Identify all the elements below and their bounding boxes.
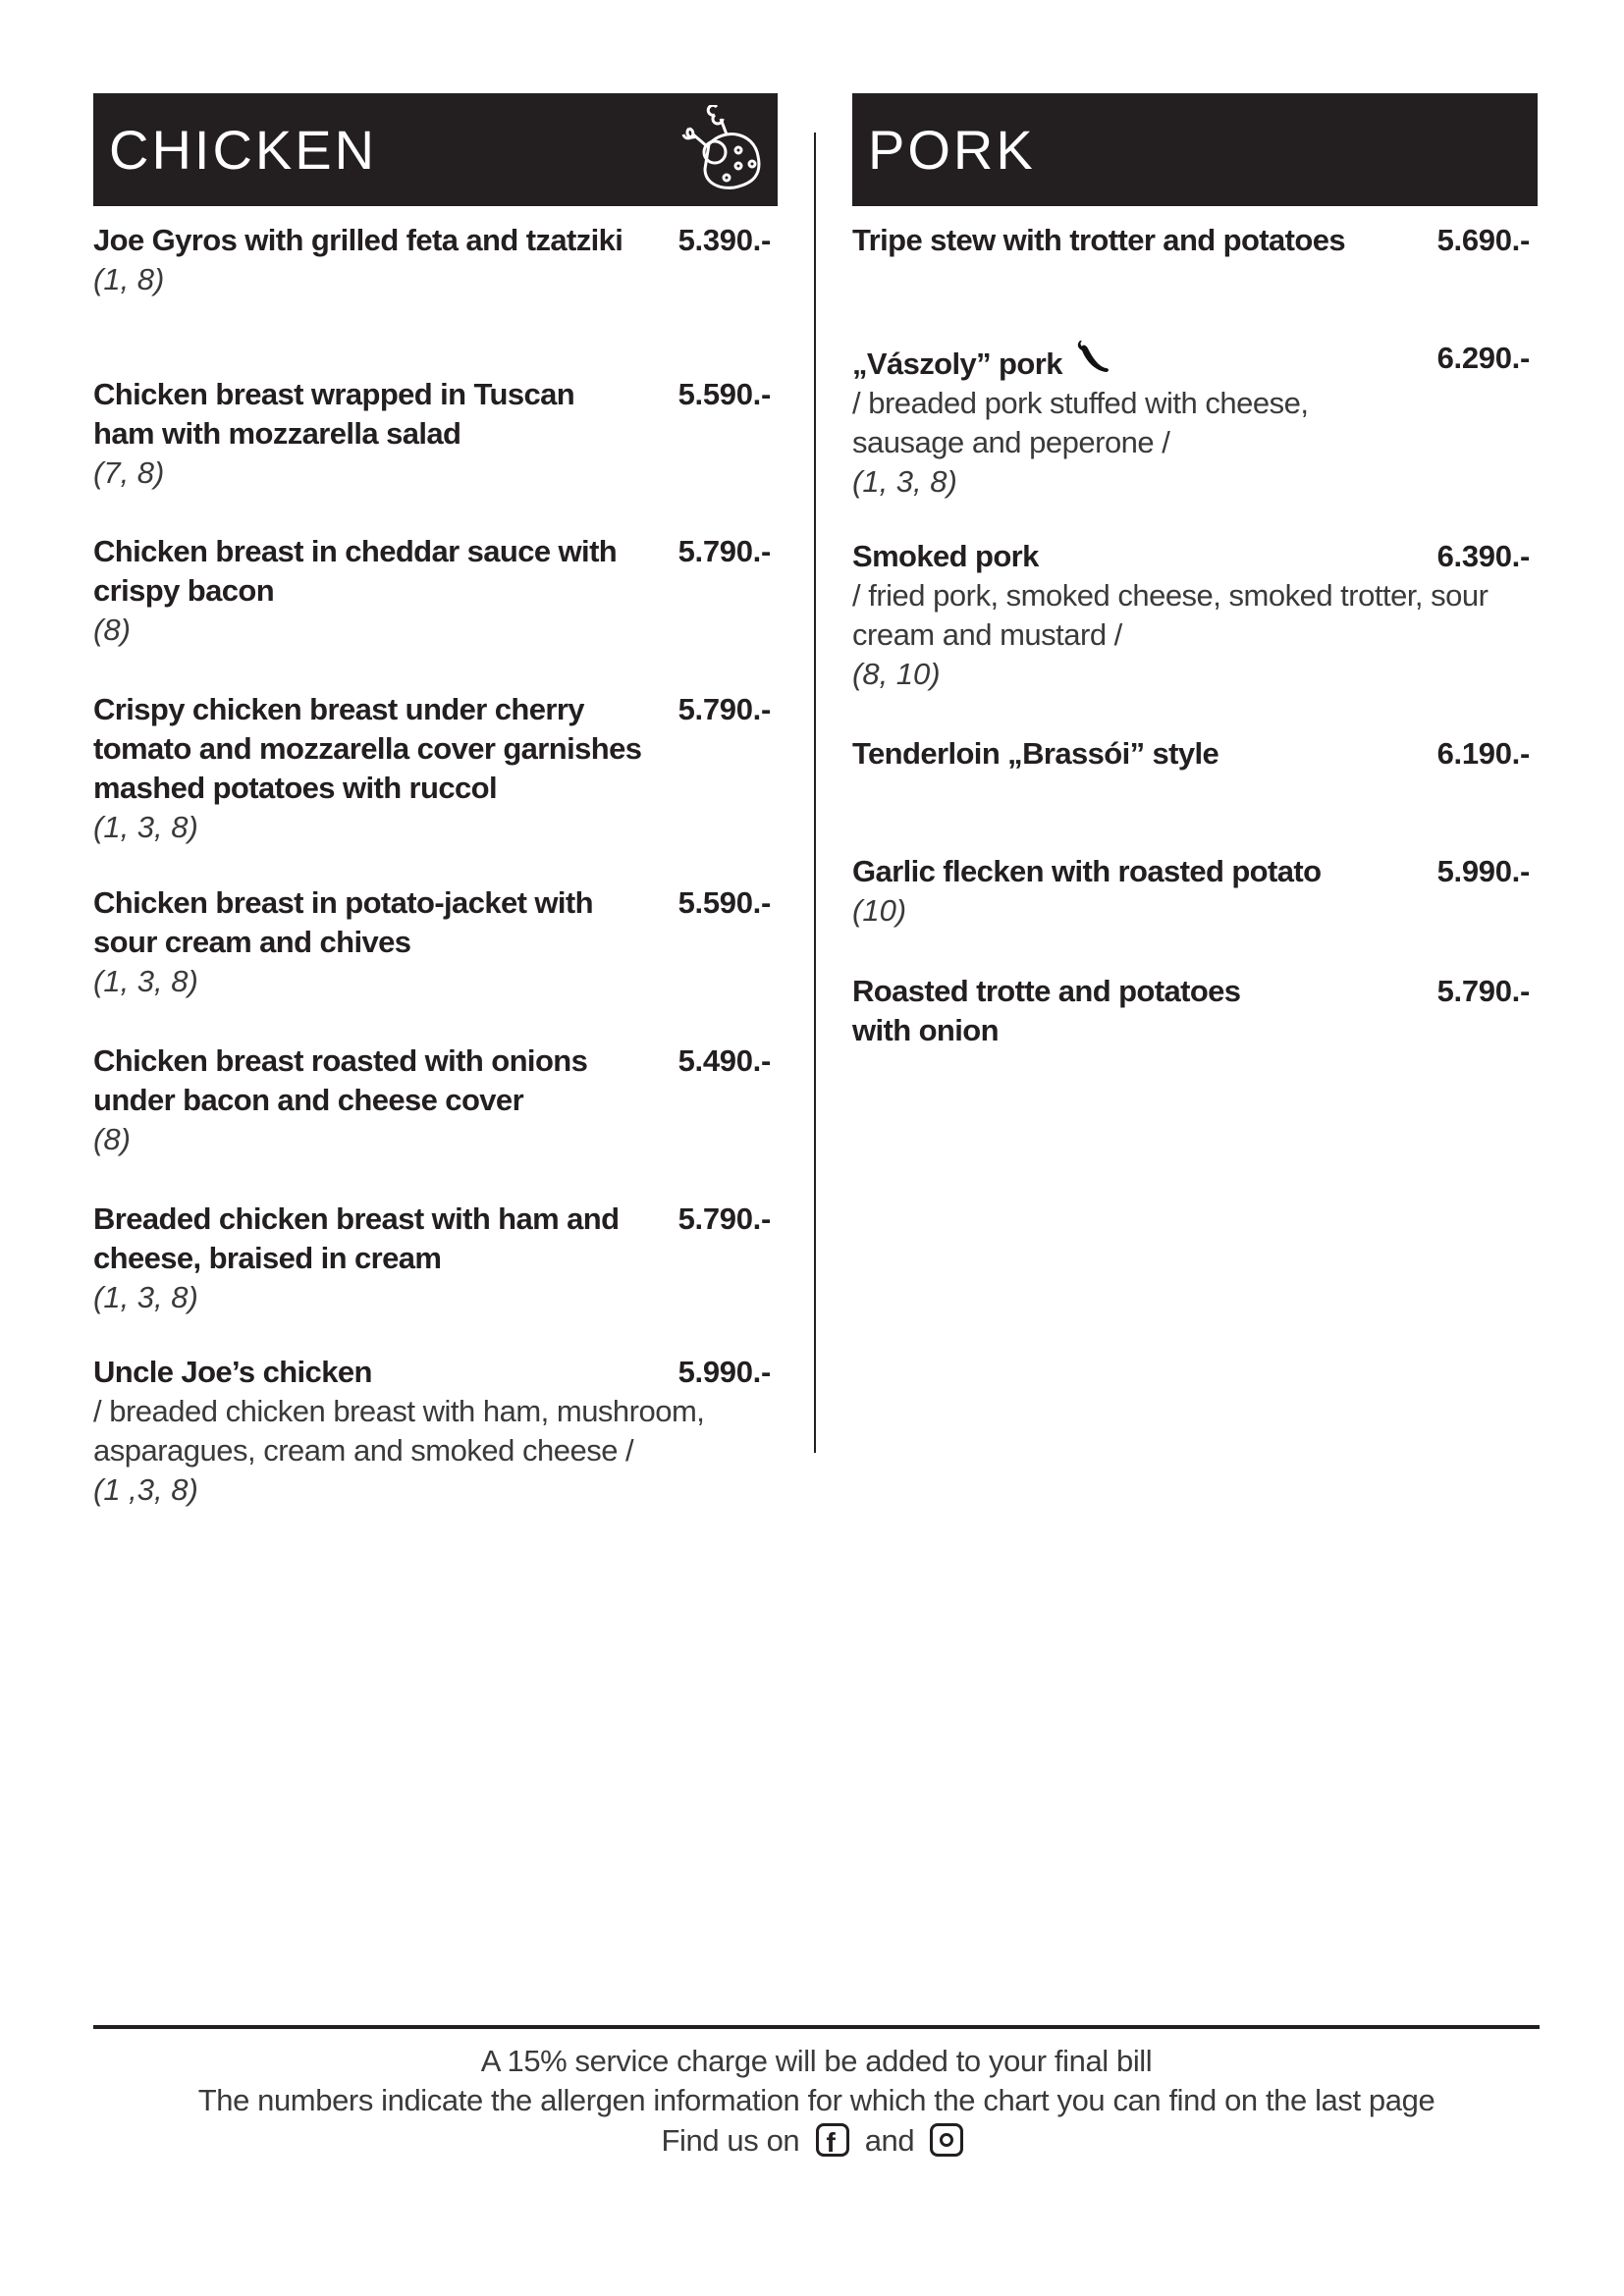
item-price: 5.990.- xyxy=(1436,854,1530,888)
item-allergens: (1 ,3, 8) xyxy=(93,1472,198,1507)
chicken-title: CHICKEN xyxy=(109,119,378,181)
item-description: / breaded chicken breast with ham, mushroom, asparagues, cream and smoked cheese / xyxy=(93,1394,705,1468)
item-name: Uncle Joe’s chicken xyxy=(93,1355,372,1389)
item-price: 5.790.- xyxy=(1436,974,1530,1008)
menu-item xyxy=(93,1041,771,1159)
item-description: / breaded pork stuffed with cheese, sausage and peperone / xyxy=(852,386,1309,459)
item-price: 5.590.- xyxy=(677,885,771,920)
item-price: 5.390.- xyxy=(677,223,771,257)
item-price: 5.790.- xyxy=(677,1201,771,1236)
item-name: Breaded chicken breast with ham and cheese, braised in cream xyxy=(93,1201,620,1275)
item-allergens: (1, 3, 8) xyxy=(93,810,198,844)
and-text: and xyxy=(864,2123,915,2158)
find-us-text: Find us on xyxy=(661,2123,800,2158)
item-allergens: (1, 3, 8) xyxy=(852,464,957,499)
menu-item xyxy=(852,734,1530,774)
pork-section-header xyxy=(852,93,1538,206)
item-name: Tenderloin „Brassói” style xyxy=(852,736,1219,771)
menu-item xyxy=(93,375,771,493)
social-line xyxy=(93,2121,1540,2161)
item-price: 5.790.- xyxy=(677,692,771,726)
item-description: / fried pork, smoked cheese, smoked trotter, sour cream and mustard / xyxy=(852,578,1489,652)
menu-item xyxy=(852,339,1530,502)
allergen-note: The numbers indicate the allergen information for which the chart you can find on the last page xyxy=(197,2083,1435,2117)
item-allergens: (8, 10) xyxy=(852,657,941,691)
pork-title: PORK xyxy=(868,119,1036,181)
item-allergens: (7, 8) xyxy=(93,455,165,490)
item-name: „Vászoly” pork xyxy=(852,347,1062,381)
item-name: Chicken breast in cheddar sauce with crispy bacon xyxy=(93,534,618,608)
menu-item xyxy=(93,883,771,1001)
item-name: Tripe stew with trotter and potatoes xyxy=(852,223,1346,257)
menu-item xyxy=(93,532,771,650)
menu-item xyxy=(93,690,771,847)
menu-item xyxy=(93,221,771,299)
item-price: 5.490.- xyxy=(677,1043,771,1078)
menu-item xyxy=(852,972,1530,1050)
item-price: 5.590.- xyxy=(677,377,771,411)
item-price: 6.290.- xyxy=(1436,341,1530,375)
menu-item xyxy=(852,852,1530,931)
item-name: Joe Gyros with grilled feta and tzatziki xyxy=(93,223,623,257)
item-name: Garlic flecken with roasted potato xyxy=(852,854,1322,888)
menu-item xyxy=(93,1353,771,1510)
item-name: Smoked pork xyxy=(852,539,1039,573)
item-price: 5.790.- xyxy=(677,534,771,568)
item-allergens: (1, 3, 8) xyxy=(93,1280,198,1314)
item-allergens: (8) xyxy=(93,613,131,647)
item-price: 6.190.- xyxy=(1436,736,1530,771)
chicken-leg-icon xyxy=(676,105,764,195)
item-name: Roasted trotte and potatoes with onion xyxy=(852,974,1241,1047)
item-allergens: (8) xyxy=(93,1122,131,1156)
item-name: Crispy chicken breast under cherry tomato and mozzarella cover garnishes mashed potatoes with ruccol xyxy=(93,692,642,805)
item-allergens: (10) xyxy=(852,893,907,928)
menu-item xyxy=(852,537,1530,694)
item-allergens: (1, 8) xyxy=(93,262,165,296)
item-price: 6.390.- xyxy=(1436,539,1530,573)
menu-item xyxy=(852,221,1530,260)
instagram-icon[interactable] xyxy=(930,2123,963,2157)
facebook-icon[interactable] xyxy=(816,2123,849,2157)
item-price: 5.690.- xyxy=(1436,223,1530,257)
item-allergens: (1, 3, 8) xyxy=(93,964,198,998)
item-name: Chicken breast in potato-jacket with sour cream and chives xyxy=(93,885,593,959)
item-price: 5.990.- xyxy=(677,1355,771,1389)
item-name-row xyxy=(852,339,1530,384)
chicken-section-header xyxy=(93,93,778,206)
column-divider xyxy=(814,133,816,1453)
menu-item xyxy=(93,1200,771,1317)
service-charge-note: A 15% service charge will be added to your final bill xyxy=(480,2044,1153,2078)
footer-divider xyxy=(93,2025,1540,2029)
item-name: Chicken breast roasted with onions under bacon and cheese cover xyxy=(93,1043,588,1117)
item-name: Chicken breast wrapped in Tuscan ham with mozzarella salad xyxy=(93,377,575,451)
chili-pepper-icon xyxy=(1072,339,1111,378)
